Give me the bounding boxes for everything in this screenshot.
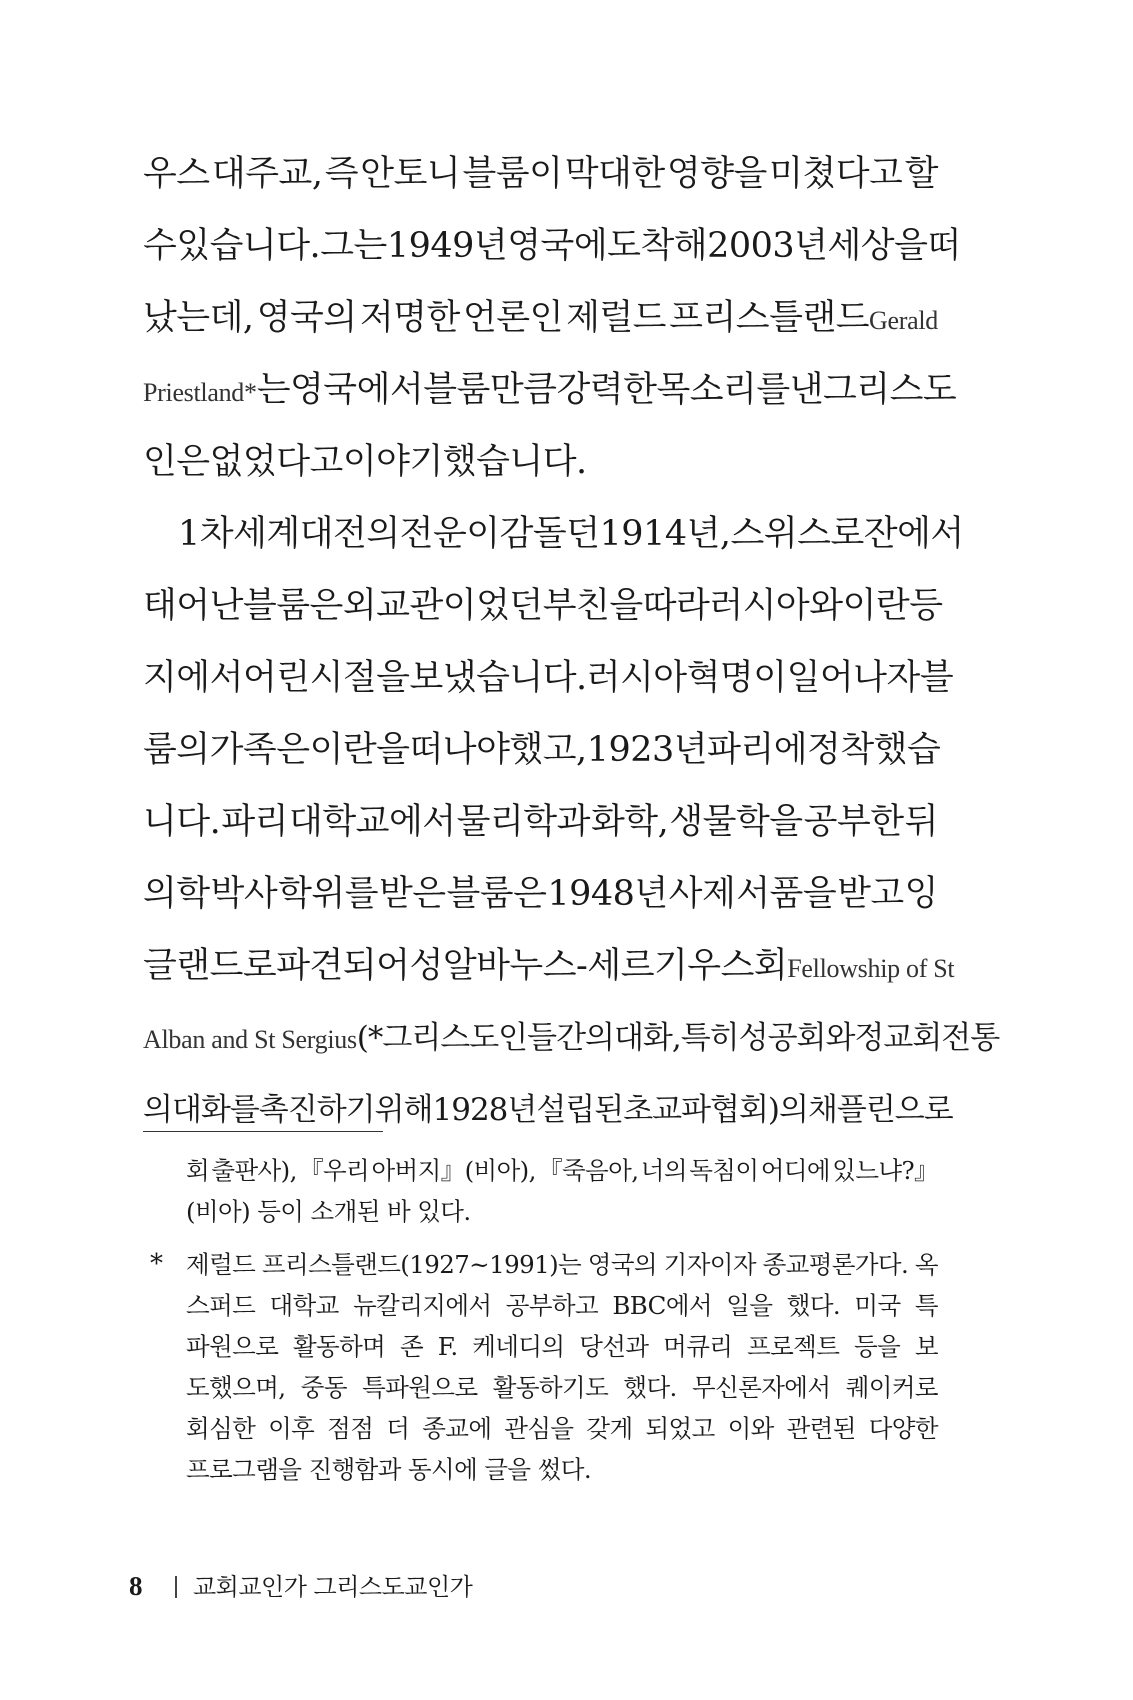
body-text [143, 148, 1000, 1156]
word: 아버지』(비아), [371, 1156, 536, 1185]
word: 대주교, [211, 154, 323, 194]
word: 사제 [668, 874, 736, 914]
word: 활동하기도 [492, 1373, 609, 1402]
word: 영국의 [256, 298, 357, 338]
word [443, 940, 955, 995]
word: 중동 [300, 1373, 347, 1402]
text-line [143, 1084, 953, 1156]
word [143, 1012, 614, 1066]
footnote-priestland [143, 1244, 938, 1490]
word: 『우리 [299, 1156, 370, 1185]
word: 관련된 [786, 1414, 856, 1443]
word: 협회)의 [710, 1092, 808, 1128]
word: 1923년 [586, 730, 708, 770]
word: 세계대전의 [233, 514, 400, 554]
word: 혁명이 [686, 658, 787, 698]
word: 1차 [178, 514, 234, 554]
word: 파원으로 [186, 1332, 279, 1361]
word: 정교회 [854, 1020, 942, 1056]
word: 등 [909, 586, 943, 626]
word: 그는 [320, 226, 387, 266]
word: 2003년 [707, 226, 828, 266]
word: 서품을 [736, 874, 837, 914]
footnote-divider [143, 1131, 383, 1132]
word: 프리스틀랜드(1927~1991)는 [261, 1250, 582, 1279]
text-line [143, 796, 938, 868]
word: 일어나자 [786, 658, 920, 698]
latin-term: Priestland* [143, 378, 257, 407]
word: 회심한 [186, 1414, 256, 1443]
word: 그리스도 [823, 370, 957, 410]
word: 머큐리 [663, 1332, 733, 1361]
word: 종교평론가다. [762, 1250, 909, 1279]
footnote-continued [143, 1150, 938, 1232]
word: 대학교 [269, 1291, 339, 1320]
word: 옥 [914, 1250, 938, 1279]
word: 파리 [221, 802, 288, 842]
word: 도했으며, [186, 1373, 286, 1402]
footnote-line [186, 1150, 938, 1191]
word: 파견되어 [276, 946, 410, 986]
word: 외교관이었던 [342, 586, 543, 626]
word: 이와 [727, 1414, 774, 1443]
word: 1948년 [547, 874, 668, 914]
word: 의 [143, 1092, 172, 1128]
text-line [143, 364, 957, 436]
word: 저명한 [359, 298, 460, 338]
word: 당선과 [579, 1332, 649, 1361]
word: 일을 [726, 1291, 773, 1320]
word: 대화, [613, 1020, 681, 1056]
word: 1928년 [432, 1092, 537, 1128]
word: 등을 [854, 1332, 901, 1361]
word-text: 프리스틀랜드 [669, 298, 870, 338]
word: 퀘이커로 [845, 1373, 938, 1402]
word: 이후 [268, 1414, 315, 1443]
word: 영국의 [587, 1250, 657, 1279]
word: 정착했습 [807, 730, 941, 770]
word: 어린 [242, 658, 310, 698]
word: 특히 [680, 1020, 739, 1056]
word: 위해 [374, 1092, 433, 1128]
word: 블룸만큼 [423, 370, 557, 410]
word: 다양한 [868, 1414, 938, 1443]
word: 났는데, [143, 298, 254, 338]
text-line [143, 724, 941, 796]
word: 의학 [143, 874, 210, 914]
word: 영향을 [666, 154, 767, 194]
word: 보 [914, 1332, 938, 1361]
word: 있습니다. [176, 226, 321, 266]
word: 로잔에서 [830, 514, 964, 554]
word: 부친을 [542, 586, 643, 626]
word: 블룸이 [462, 154, 563, 194]
word: 특 [914, 1291, 938, 1320]
text-line [143, 940, 955, 1012]
footnotes [143, 1150, 938, 1490]
word: 제럴드 [566, 298, 666, 338]
footnote-line [186, 1191, 938, 1232]
footer-separator [175, 1576, 177, 1598]
word: 안토니 [360, 154, 461, 194]
word: 했다. [623, 1373, 677, 1402]
word: 기자이자 [663, 1250, 756, 1279]
footnote-text: 프로그램을 진행함과 동시에 글을 썼다. [186, 1455, 592, 1484]
word: 영국에 [507, 226, 608, 266]
word: 감돌던 [499, 514, 600, 554]
word: 초교파 [623, 1092, 711, 1128]
word: 성 [409, 946, 443, 986]
word: 블룸은 [242, 586, 343, 626]
word: 『죽음아, [538, 1156, 639, 1185]
footnote-line [186, 1367, 938, 1408]
word: 미국 [854, 1291, 901, 1320]
word: 1914년, [599, 514, 731, 554]
word: 영국에서 [290, 370, 424, 410]
word-text: 는 [256, 370, 290, 410]
word: 전운이 [399, 514, 500, 554]
word: 종교에 [422, 1414, 492, 1443]
word: 박사 [210, 874, 278, 914]
word: 러시아와 [709, 586, 843, 626]
word: 공부한 [803, 802, 904, 842]
word [143, 364, 290, 419]
text-line [143, 220, 961, 292]
text-line [143, 1012, 1000, 1084]
word: 룸의 [143, 730, 210, 770]
text-line [143, 868, 938, 940]
word: 없었다고 [209, 442, 343, 482]
word: 특파원으로 [362, 1373, 478, 1402]
word: BBC에서 [612, 1291, 712, 1320]
word: 했고, [509, 730, 587, 770]
page-number: 8 [129, 1571, 143, 1601]
word: 미쳤다고 [769, 154, 903, 194]
word: 점점 [327, 1414, 374, 1443]
word: 파리에 [707, 730, 808, 770]
footnote-line [186, 1285, 938, 1326]
word: 더 [386, 1414, 410, 1443]
word: 우스 [143, 154, 210, 194]
word: 스퍼드 [186, 1291, 256, 1320]
word: 성공회와 [738, 1020, 855, 1056]
word: 활동하며 [292, 1332, 386, 1361]
word: 무신론자에서 [692, 1373, 831, 1402]
word: 뉴칼리지에서 [353, 1291, 492, 1320]
word: 관심을 [504, 1414, 574, 1443]
word: 떠나야 [409, 730, 510, 770]
word: 학위를 [278, 874, 379, 914]
word: 이란을 [309, 730, 410, 770]
word: 막대한 [564, 154, 665, 194]
text-line [143, 580, 943, 652]
text-line [143, 292, 938, 364]
word: 화학, [591, 802, 669, 842]
footnote-line [186, 1408, 938, 1449]
word: 러시아 [586, 658, 687, 698]
word: 회 [186, 1156, 210, 1185]
word: 시절을 [309, 658, 410, 698]
word: 물리학과 [456, 802, 590, 842]
word: 강력한 [556, 370, 657, 410]
word: 어디에 [760, 1156, 830, 1185]
word: 글랜드로 [143, 946, 277, 986]
word: F. [437, 1332, 458, 1361]
word: 보냈습니다. [409, 658, 587, 698]
word: 낸 [789, 370, 823, 410]
word: 인은 [143, 442, 210, 482]
word: 떠 [927, 226, 961, 266]
word: 따라 [642, 586, 710, 626]
word: 도착해 [607, 226, 708, 266]
book-title: 교회교인가 그리스도교인가 [193, 1573, 473, 1601]
word: 제럴드 [186, 1250, 256, 1279]
latin-term: Fellowship of St [787, 954, 955, 983]
word-text: (*그리스도인들간의 [356, 1020, 614, 1056]
word: 잉 [904, 874, 938, 914]
word: 출판사), [211, 1156, 297, 1185]
text-line [143, 652, 954, 724]
word: 이야기했습니다. [342, 442, 587, 482]
word: 세상을 [827, 226, 928, 266]
footnote-line [186, 1244, 938, 1285]
latin-term: Gerald [869, 306, 938, 335]
word: 있느냐?』 [832, 1156, 938, 1185]
word: 수 [143, 226, 177, 266]
word-text: 알바누스-세르기우스회 [442, 946, 788, 986]
word: 전통 [941, 1020, 1000, 1056]
latin-term: Alban and St Sergius [143, 1025, 357, 1054]
word: 설립된 [536, 1092, 624, 1128]
word: 태어난 [143, 586, 243, 626]
word: 독침이 [689, 1156, 759, 1185]
word: 할 [904, 154, 938, 194]
word: 대화를 [171, 1092, 259, 1128]
word: 공부하고 [505, 1291, 599, 1320]
word: 가족은 [209, 730, 310, 770]
word: 되었고 [645, 1414, 715, 1443]
word: 너의 [640, 1156, 687, 1185]
footnote-line [186, 1326, 938, 1367]
word: 존 [399, 1332, 424, 1361]
page-footer [129, 1566, 472, 1606]
word: 갖게 [586, 1414, 633, 1443]
word: 블룸은 [446, 874, 547, 914]
word: 1949년 [386, 226, 508, 266]
word: 받은 [378, 874, 446, 914]
word: 이란 [842, 586, 910, 626]
word: 니다. [143, 802, 221, 842]
word: 뒤 [904, 802, 938, 842]
word: 받고 [837, 874, 904, 914]
word: 스위스 [730, 514, 831, 554]
word: 즉 [324, 154, 359, 194]
word: 케네디의 [472, 1332, 565, 1361]
word: 채플린으로 [807, 1092, 953, 1128]
word: 대학교에서 [289, 802, 456, 842]
footnote-marker: * [150, 1249, 163, 1279]
text-line [143, 508, 964, 580]
footnote-text: (비아) 등이 소개된 바 있다. [186, 1197, 471, 1226]
word: 목소리를 [656, 370, 790, 410]
word: 촉진하기 [258, 1092, 375, 1128]
text-line [143, 148, 938, 220]
word [669, 292, 938, 347]
footnote-line [186, 1449, 938, 1490]
word: 언론인 [462, 298, 563, 338]
word: 생물학을 [669, 802, 803, 842]
word: 블 [919, 658, 954, 698]
word: 지에서 [143, 658, 243, 698]
text-line [143, 436, 938, 508]
word: 프로젝트 [747, 1332, 840, 1361]
word: 했다. [786, 1291, 841, 1320]
